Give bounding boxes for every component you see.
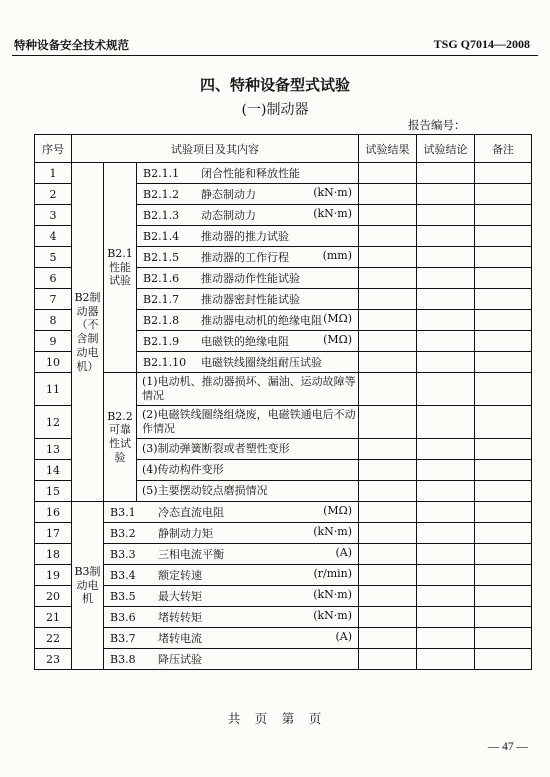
item-code: B2.1.5	[143, 251, 180, 264]
remark-cell	[475, 460, 532, 481]
item-unit: (kN·m)	[313, 609, 353, 622]
test-item	[137, 205, 359, 226]
table-row	[35, 565, 532, 586]
row-number: 14	[35, 460, 72, 481]
table-row	[35, 607, 532, 628]
remark-cell	[475, 607, 532, 628]
item-text: 冷态直流电阻	[158, 506, 224, 519]
header-no: 序号	[35, 135, 72, 163]
row-number: 10	[35, 352, 72, 373]
remark-cell	[475, 289, 532, 310]
conclusion-cell	[417, 628, 475, 649]
result-cell	[359, 163, 417, 184]
remark-cell	[475, 268, 532, 289]
remark-cell	[475, 406, 532, 439]
item-text: 电磁铁的绝缘电阻	[201, 335, 289, 348]
result-cell	[359, 565, 417, 586]
item-unit: (MΩ)	[323, 333, 353, 346]
test-item	[104, 628, 359, 649]
item-unit: (kN·m)	[313, 207, 353, 220]
test-item: (5)主要摆动铰点磨损情况	[137, 481, 359, 502]
item-text: 推动器的推力试验	[201, 230, 289, 243]
conclusion-cell	[417, 205, 475, 226]
table-row	[35, 163, 532, 184]
conclusion-cell	[417, 373, 475, 406]
row-number: 22	[35, 628, 72, 649]
row-number: 17	[35, 523, 72, 544]
row-number: 6	[35, 268, 72, 289]
remark-cell	[475, 310, 532, 331]
conclusion-cell	[417, 352, 475, 373]
table-row	[35, 544, 532, 565]
test-item	[104, 649, 359, 670]
item-unit: (MΩ)	[323, 504, 353, 517]
row-number: 23	[35, 649, 72, 670]
result-cell	[359, 406, 417, 439]
conclusion-cell	[417, 439, 475, 460]
row-number: 11	[35, 373, 72, 406]
item-text: 静制动力矩	[158, 527, 213, 540]
result-cell	[359, 607, 417, 628]
row-number: 1	[35, 163, 72, 184]
test-item: (4)传动构件变形	[137, 460, 359, 481]
test-record-table	[34, 134, 532, 670]
remark-cell	[475, 481, 532, 502]
item-code: B3.3	[110, 548, 136, 561]
group-b22-label: B2.2可靠性试验	[104, 373, 137, 502]
remark-cell	[475, 331, 532, 352]
conclusion-cell	[417, 481, 475, 502]
result-cell	[359, 247, 417, 268]
row-number: 4	[35, 226, 72, 247]
item-unit: (kN·m)	[313, 525, 353, 538]
test-item	[137, 289, 359, 310]
item-code: B2.1.4	[143, 230, 180, 243]
result-cell	[359, 331, 417, 352]
item-unit: (kN·m)	[313, 186, 353, 199]
result-cell	[359, 460, 417, 481]
item-code: B2.1.3	[143, 209, 180, 222]
test-item	[104, 502, 359, 523]
conclusion-cell	[417, 502, 475, 523]
row-number: 15	[35, 481, 72, 502]
row-number: 2	[35, 184, 72, 205]
table-row	[35, 586, 532, 607]
conclusion-cell	[417, 649, 475, 670]
test-item	[104, 586, 359, 607]
item-text: 电磁铁线圈绕组耐压试验	[201, 356, 322, 369]
conclusion-cell	[417, 406, 475, 439]
conclusion-cell	[417, 310, 475, 331]
header-item: 试验项目及其内容	[72, 135, 359, 163]
conclusion-cell	[417, 247, 475, 268]
header-remark: 备注	[475, 135, 532, 163]
remark-cell	[475, 205, 532, 226]
result-cell	[359, 352, 417, 373]
group-b3-label: B3制动电机	[72, 502, 104, 670]
row-number: 16	[35, 502, 72, 523]
item-code: B2.1.2	[143, 188, 180, 201]
conclusion-cell	[417, 544, 475, 565]
conclusion-cell	[417, 289, 475, 310]
remark-cell	[475, 523, 532, 544]
table-row	[35, 628, 532, 649]
running-header-left: 特种设备安全技术规范	[14, 38, 129, 52]
test-item	[104, 607, 359, 628]
row-number: 9	[35, 331, 72, 352]
remark-cell	[475, 586, 532, 607]
item-text: 推动器密封性能试验	[201, 293, 300, 306]
result-cell	[359, 310, 417, 331]
remark-cell	[475, 544, 532, 565]
item-code: B2.1.8	[143, 314, 180, 327]
test-item	[137, 184, 359, 205]
conclusion-cell	[417, 331, 475, 352]
result-cell	[359, 481, 417, 502]
result-cell	[359, 544, 417, 565]
remark-cell	[475, 247, 532, 268]
table-row	[35, 523, 532, 544]
remark-cell	[475, 373, 532, 406]
test-item	[137, 331, 359, 352]
item-code: B3.6	[110, 611, 136, 624]
item-code: B2.1.9	[143, 335, 180, 348]
table-row	[35, 502, 532, 523]
item-text: 堵转电流	[158, 632, 202, 645]
remark-cell	[475, 226, 532, 247]
page-number: — 47 —	[487, 741, 528, 753]
item-text: 推动器的工作行程	[201, 251, 289, 264]
result-cell	[359, 649, 417, 670]
row-number: 20	[35, 586, 72, 607]
row-number: 8	[35, 310, 72, 331]
item-unit: (MΩ)	[323, 312, 353, 325]
header-rule	[12, 55, 538, 56]
table-header-row	[35, 135, 532, 163]
conclusion-cell	[417, 163, 475, 184]
remark-cell	[475, 502, 532, 523]
group-b21-label: B2.1性能试验	[104, 163, 137, 373]
item-text: 最大转矩	[158, 590, 202, 603]
result-cell	[359, 523, 417, 544]
remark-cell	[475, 565, 532, 586]
conclusion-cell	[417, 523, 475, 544]
running-header-right: TSG Q7014—2008	[433, 37, 530, 51]
item-text: 推动器动作性能试验	[201, 272, 300, 285]
conclusion-cell	[417, 586, 475, 607]
test-item	[104, 523, 359, 544]
row-number: 12	[35, 406, 72, 439]
test-item	[137, 352, 359, 373]
remark-cell	[475, 628, 532, 649]
remark-cell	[475, 439, 532, 460]
test-item: (1)电动机、推动器损坏、漏油、运动故障等情况	[137, 373, 359, 406]
result-cell	[359, 586, 417, 607]
row-number: 21	[35, 607, 72, 628]
conclusion-cell	[417, 184, 475, 205]
test-item	[137, 310, 359, 331]
result-cell	[359, 184, 417, 205]
table-row	[35, 373, 532, 406]
conclusion-cell	[417, 607, 475, 628]
test-item: (3)制动弹簧断裂或者塑性变形	[137, 439, 359, 460]
remark-cell	[475, 352, 532, 373]
item-unit: (kN·m)	[313, 588, 353, 601]
item-unit: (A)	[335, 630, 353, 643]
item-text: 静态制动力	[201, 188, 256, 201]
item-text: 闭合性能和释放性能	[201, 167, 300, 180]
test-item: (2)电磁铁线圈绕组烧废，电磁铁通电后不动作情况	[137, 406, 359, 439]
page-title: 四、特种设备型式试验	[199, 76, 350, 94]
result-cell	[359, 226, 417, 247]
item-code: B2.1.1	[143, 167, 180, 180]
item-code: B3.4	[110, 569, 136, 582]
item-code: B2.1.10	[143, 356, 187, 369]
item-text: 额定转速	[158, 569, 202, 582]
header-conclusion: 试验结论	[417, 135, 475, 163]
test-item	[137, 226, 359, 247]
remark-cell	[475, 649, 532, 670]
report-number-label: 报告编号：	[408, 118, 466, 132]
result-cell	[359, 628, 417, 649]
test-item	[104, 565, 359, 586]
result-cell	[359, 439, 417, 460]
test-item	[137, 268, 359, 289]
item-code: B2.1.6	[143, 272, 180, 285]
remark-cell	[475, 163, 532, 184]
remark-cell	[475, 184, 532, 205]
result-cell	[359, 268, 417, 289]
test-item	[137, 163, 359, 184]
row-number: 19	[35, 565, 72, 586]
item-unit: (r/min)	[313, 567, 353, 580]
conclusion-cell	[417, 460, 475, 481]
row-number: 13	[35, 439, 72, 460]
item-code: B3.5	[110, 590, 136, 603]
item-text: 堵转转矩	[158, 611, 202, 624]
item-text: 推动器电动机的绝缘电阻	[201, 314, 322, 327]
item-code: B3.1	[110, 506, 136, 519]
item-unit: (A)	[335, 546, 353, 559]
conclusion-cell	[417, 268, 475, 289]
result-cell	[359, 205, 417, 226]
group-b2-label: B2制动器（不含制动电机）	[72, 163, 104, 502]
item-code: B3.2	[110, 527, 136, 540]
conclusion-cell	[417, 565, 475, 586]
section-subtitle: (一)制动器	[241, 102, 309, 118]
row-number: 18	[35, 544, 72, 565]
row-number: 3	[35, 205, 72, 226]
item-unit: (mm)	[322, 249, 353, 262]
result-cell	[359, 502, 417, 523]
row-number: 7	[35, 289, 72, 310]
item-code: B2.1.7	[143, 293, 180, 306]
page-count-footer: 共 页 第 页	[227, 711, 323, 726]
test-item	[137, 247, 359, 268]
item-text: 动态制动力	[201, 209, 256, 222]
item-text: 三相电流平衡	[158, 548, 224, 561]
item-code: B3.7	[110, 632, 136, 645]
table-row	[35, 649, 532, 670]
conclusion-cell	[417, 226, 475, 247]
test-item	[104, 544, 359, 565]
row-number: 5	[35, 247, 72, 268]
result-cell	[359, 289, 417, 310]
result-cell	[359, 373, 417, 406]
item-code: B3.8	[110, 653, 136, 666]
item-text: 降压试验	[158, 653, 202, 666]
header-result: 试验结果	[359, 135, 417, 163]
